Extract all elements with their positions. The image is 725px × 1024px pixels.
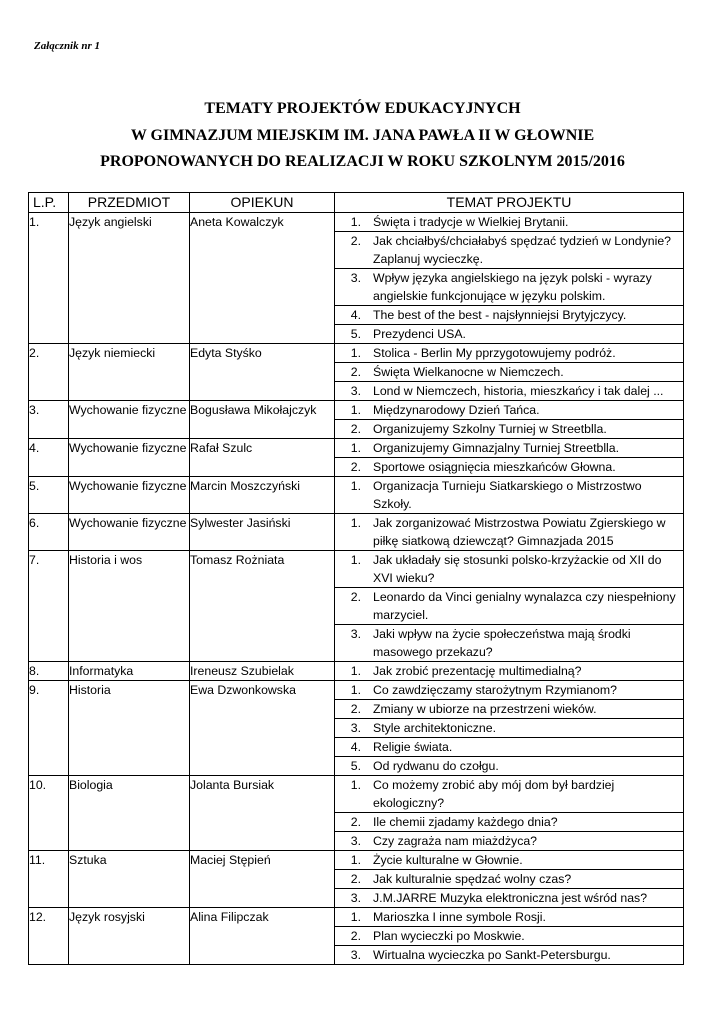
topic-number: 2. bbox=[350, 365, 361, 379]
topic-text: Jaki wpływ na życie społeczeństwa mają środki masowego przekazu? bbox=[373, 627, 631, 659]
topic-text: Święta Wielkanocne w Niemczech. bbox=[373, 365, 564, 379]
topic-item bbox=[335, 908, 683, 927]
row-number: 4. bbox=[29, 439, 69, 477]
topic-number: 3. bbox=[350, 834, 361, 848]
subject-cell: Język rosyjski bbox=[69, 908, 190, 965]
topic-item bbox=[335, 344, 683, 363]
attachment-label: Załącznik nr 1 bbox=[34, 40, 101, 52]
topic-text: Style architektoniczne. bbox=[373, 721, 497, 735]
topic-text: Jak kulturalnie spędzać wolny czas? bbox=[373, 872, 572, 886]
header-lp: L.P. bbox=[29, 193, 69, 213]
topic-text: The best of the best - najsłynniejsi Brytyjczycy. bbox=[373, 308, 627, 322]
topic-text: Prezydenci USA. bbox=[373, 327, 466, 341]
topic-text: Leonardo da Vinci genialny wynalazca czy niespełniony marzyciel. bbox=[373, 590, 676, 622]
topic-number: 1. bbox=[350, 778, 361, 792]
topics-cell bbox=[335, 776, 684, 851]
topic-number: 2. bbox=[350, 815, 361, 829]
teacher-cell: Jolanta Bursiak bbox=[190, 776, 335, 851]
title-line-1: TEMATY PROJEKTÓW EDUKACYJNYCH bbox=[204, 100, 521, 117]
topic-item bbox=[335, 625, 683, 661]
topic-item bbox=[335, 832, 683, 850]
topic-number: 3. bbox=[350, 891, 361, 905]
topic-text: Organizujemy Szkolny Turniej w Streetblla. bbox=[373, 422, 607, 436]
topic-number: 3. bbox=[350, 627, 361, 641]
topic-text: Religie świata. bbox=[373, 740, 453, 754]
topic-item bbox=[335, 514, 683, 550]
table-row bbox=[29, 851, 684, 908]
teacher-cell: Alina Filipczak bbox=[190, 908, 335, 965]
teacher-cell: Edyta Styśko bbox=[190, 344, 335, 401]
topic-text: Organizujemy Gimnazjalny Turniej Streetblla. bbox=[373, 441, 620, 455]
topic-item bbox=[335, 439, 683, 458]
row-number: 7. bbox=[29, 551, 69, 662]
topic-item bbox=[335, 757, 683, 775]
topics-cell bbox=[335, 681, 684, 776]
topic-number: 2. bbox=[350, 234, 361, 248]
row-number: 12. bbox=[29, 908, 69, 965]
teacher-cell: Marcin Moszczyński bbox=[190, 477, 335, 514]
table-row bbox=[29, 551, 684, 662]
subject-cell: Informatyka bbox=[69, 662, 190, 681]
topic-text: Od rydwanu do czołgu. bbox=[373, 759, 499, 773]
table-header-row bbox=[29, 193, 684, 213]
subject-cell: Historia bbox=[69, 681, 190, 776]
topics-cell bbox=[335, 477, 684, 514]
topic-item bbox=[335, 738, 683, 757]
topic-number: 5. bbox=[350, 327, 361, 341]
topic-number: 3. bbox=[350, 271, 361, 285]
subject-cell: Wychowanie fizyczne bbox=[69, 401, 190, 439]
topic-item bbox=[335, 700, 683, 719]
topic-text: Jak zorganizować Mistrzostwa Powiatu Zgierskiego w piłkę siatkową dziewcząt? Gimnazjada 2015 bbox=[373, 516, 666, 548]
title-line-3: PROPONOWANYCH DO REALIZACJI W ROKU SZKOLNYM 2015/2016 bbox=[100, 153, 625, 170]
subject-cell: Historia i wos bbox=[69, 551, 190, 662]
topic-text: Międzynarodowy Dzień Tańca. bbox=[373, 403, 540, 417]
topic-item bbox=[335, 363, 683, 382]
topics-cell bbox=[335, 439, 684, 477]
topic-number: 1. bbox=[350, 664, 361, 678]
table-row bbox=[29, 439, 684, 477]
row-number: 2. bbox=[29, 344, 69, 401]
topic-item bbox=[335, 662, 683, 680]
teacher-cell: Rafał Szulc bbox=[190, 439, 335, 477]
topic-number: 5. bbox=[350, 759, 361, 773]
teacher-cell: Bogusława Mikołajczyk bbox=[190, 401, 335, 439]
topic-text: Plan wycieczki po Moskwie. bbox=[373, 929, 525, 943]
topic-text: Ile chemii zjadamy każdego dnia? bbox=[373, 815, 558, 829]
row-number: 6. bbox=[29, 514, 69, 551]
table-row bbox=[29, 681, 684, 776]
header-teacher: OPIEKUN bbox=[190, 193, 335, 213]
topic-text: Życie kulturalne w Głownie. bbox=[373, 853, 523, 867]
topic-number: 2. bbox=[350, 460, 361, 474]
topic-number: 3. bbox=[350, 948, 361, 962]
topic-number: 1. bbox=[350, 683, 361, 697]
table-row bbox=[29, 344, 684, 401]
topics-cell bbox=[335, 908, 684, 965]
topic-item bbox=[335, 813, 683, 832]
topic-item bbox=[335, 401, 683, 420]
row-number: 5. bbox=[29, 477, 69, 514]
row-number: 8. bbox=[29, 662, 69, 681]
topic-number: 1. bbox=[350, 215, 361, 229]
header-subject: PRZEDMIOT bbox=[69, 193, 190, 213]
topic-item bbox=[335, 927, 683, 946]
topic-text: Zmiany w ubiorze na przestrzeni wieków. bbox=[373, 702, 597, 716]
subject-cell: Język niemiecki bbox=[69, 344, 190, 401]
topic-number: 1. bbox=[350, 441, 361, 455]
topic-number: 1. bbox=[350, 910, 361, 924]
topics-cell bbox=[335, 514, 684, 551]
table-row bbox=[29, 477, 684, 514]
subject-cell: Wychowanie fizyczne bbox=[69, 439, 190, 477]
row-number: 1. bbox=[29, 213, 69, 344]
subject-cell: Wychowanie fizyczne bbox=[69, 477, 190, 514]
topic-text: Lond w Niemczech, historia, mieszkańcy i tak dalej ... bbox=[373, 384, 664, 398]
topic-number: 3. bbox=[350, 384, 361, 398]
topic-item bbox=[335, 382, 683, 400]
table-row bbox=[29, 662, 684, 681]
topic-number: 1. bbox=[350, 853, 361, 867]
topics-cell bbox=[335, 851, 684, 908]
topic-number: 1. bbox=[350, 553, 361, 567]
topic-item bbox=[335, 232, 683, 269]
topic-text: Jak układały się stosunki polsko-krzyżackie od XII do XVI wieku? bbox=[373, 553, 662, 585]
topic-number: 4. bbox=[350, 308, 361, 322]
row-number: 10. bbox=[29, 776, 69, 851]
subject-cell: Sztuka bbox=[69, 851, 190, 908]
topic-text: Sportowe osiągnięcia mieszkańców Głowna. bbox=[373, 460, 616, 474]
topic-item bbox=[335, 477, 683, 513]
table-row bbox=[29, 213, 684, 344]
table-row bbox=[29, 776, 684, 851]
row-number: 9. bbox=[29, 681, 69, 776]
topic-number: 3. bbox=[350, 721, 361, 735]
topic-number: 2. bbox=[350, 590, 361, 604]
table-row bbox=[29, 514, 684, 551]
subject-cell: Biologia bbox=[69, 776, 190, 851]
topic-text: J.M.JARRE Muzyka elektroniczna jest wśród nas? bbox=[373, 891, 648, 905]
topic-text: Organizacja Turnieju Siatkarskiego o Mistrzostwo Szkoły. bbox=[373, 479, 642, 511]
teacher-cell: Ewa Dzwonkowska bbox=[190, 681, 335, 776]
topic-item bbox=[335, 306, 683, 325]
topic-text: Marioszka I inne symbole Rosji. bbox=[373, 910, 546, 924]
topic-number: 2. bbox=[350, 872, 361, 886]
teacher-cell: Ireneusz Szubielak bbox=[190, 662, 335, 681]
projects-table bbox=[28, 192, 684, 965]
topic-number: 1. bbox=[350, 479, 361, 493]
topic-item bbox=[335, 851, 683, 870]
subject-cell: Język angielski bbox=[69, 213, 190, 344]
topic-number: 1. bbox=[350, 403, 361, 417]
teacher-cell: Tomasz Rożniata bbox=[190, 551, 335, 662]
teacher-cell: Aneta Kowalczyk bbox=[190, 213, 335, 344]
topic-text: Co zawdzięczamy starożytnym Rzymianom? bbox=[373, 683, 617, 697]
teacher-cell: Maciej Stępień bbox=[190, 851, 335, 908]
table-body bbox=[29, 213, 684, 965]
topic-number: 2. bbox=[350, 929, 361, 943]
topic-text: Co możemy zrobić aby mój dom był bardziej ekologiczny? bbox=[373, 778, 615, 810]
topic-item bbox=[335, 681, 683, 700]
topic-text: Czy zagraża nam miażdżyca? bbox=[373, 834, 538, 848]
header-topic: TEMAT PROJEKTU bbox=[335, 193, 684, 213]
table-row bbox=[29, 401, 684, 439]
topic-item bbox=[335, 719, 683, 738]
topic-item bbox=[335, 269, 683, 306]
row-number: 11. bbox=[29, 851, 69, 908]
topic-item bbox=[335, 946, 683, 964]
topic-text: Wirtualna wycieczka po Sankt-Petersburgu. bbox=[373, 948, 611, 962]
topic-item bbox=[335, 213, 683, 232]
topic-number: 4. bbox=[350, 740, 361, 754]
topic-item bbox=[335, 551, 683, 588]
topic-item bbox=[335, 458, 683, 476]
topic-item bbox=[335, 870, 683, 889]
topic-item bbox=[335, 588, 683, 625]
title-line-2: W GIMNAZJUM MIEJSKIM IM. JANA PAWŁA II W GŁOWNIE bbox=[130, 127, 595, 144]
topics-cell bbox=[335, 401, 684, 439]
topic-text: Jak chciałbyś/chciałabyś spędzać tydzień w Londynie? Zaplanuj wycieczkę. bbox=[373, 234, 672, 266]
topic-number: 1. bbox=[350, 516, 361, 530]
teacher-cell: Sylwester Jasiński bbox=[190, 514, 335, 551]
topic-text: Wpływ języka angielskiego na język polski - wyrazy angielskie funkcjonujące w języku polskim. bbox=[373, 271, 652, 303]
topic-number: 2. bbox=[350, 422, 361, 436]
subject-cell: Wychowanie fizyczne bbox=[69, 514, 190, 551]
topic-item bbox=[335, 776, 683, 813]
topic-number: 1. bbox=[350, 346, 361, 360]
topic-text: Jak zrobić prezentację multimedialną? bbox=[373, 664, 582, 678]
topic-number: 2. bbox=[350, 702, 361, 716]
topics-cell bbox=[335, 213, 684, 344]
topic-item bbox=[335, 420, 683, 438]
topic-text: Święta i tradycje w Wielkiej Brytanii. bbox=[373, 215, 569, 229]
topic-text: Stolica - Berlin My pprzygotowujemy podróż. bbox=[373, 346, 616, 360]
topics-cell bbox=[335, 344, 684, 401]
topics-cell bbox=[335, 551, 684, 662]
topics-cell bbox=[335, 662, 684, 681]
topic-item bbox=[335, 325, 683, 343]
table-row bbox=[29, 908, 684, 965]
row-number: 3. bbox=[29, 401, 69, 439]
topic-item bbox=[335, 889, 683, 907]
